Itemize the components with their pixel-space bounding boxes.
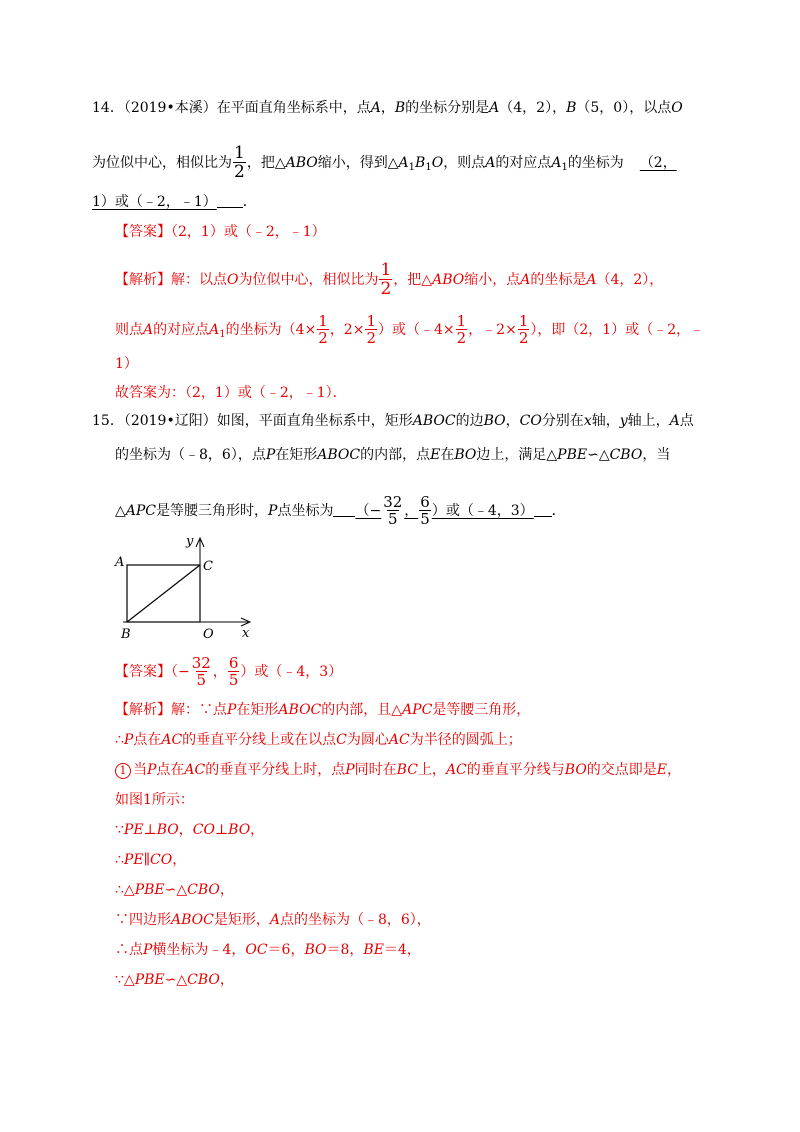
text: ，: [212, 664, 227, 680]
numerator: 6: [420, 493, 430, 511]
q14-line3: [92, 192, 257, 212]
text: ∴: [115, 852, 124, 868]
text: ，2×: [329, 322, 365, 338]
var: A: [485, 155, 496, 171]
text: 边上，满足△: [476, 447, 558, 463]
numerator: 32: [191, 654, 211, 672]
var: APC: [125, 503, 157, 519]
denominator: 2: [518, 329, 529, 347]
text: 上，: [417, 762, 446, 778]
fill-blank-answer: [355, 493, 534, 528]
text: 的垂直平分线上或在以点: [182, 732, 337, 748]
var: P: [123, 732, 134, 748]
var: P: [147, 762, 157, 778]
text: ∽△: [587, 447, 610, 463]
var: A: [143, 322, 154, 338]
text: 在: [440, 447, 455, 463]
text: 轴，: [591, 413, 620, 429]
text: ，把△: [246, 155, 286, 171]
var: O: [227, 272, 239, 288]
text: ．: [551, 503, 566, 519]
q15-solution-line6: [115, 850, 186, 870]
fraction: [191, 656, 212, 688]
q15-solution-line3: [115, 760, 681, 780]
label-A: A: [115, 555, 125, 570]
var: A: [551, 155, 562, 171]
var: P: [265, 447, 276, 463]
var: ABOC: [278, 702, 322, 718]
q15-solution-line5: [115, 820, 264, 840]
question-number: 15．: [92, 413, 124, 429]
text: ）或（﹣4，3）: [240, 664, 343, 680]
var: A: [520, 272, 531, 288]
var: P: [345, 762, 355, 778]
text: 解：∵点: [171, 702, 227, 718]
var: P: [227, 702, 237, 718]
numerator: 1: [366, 312, 376, 330]
text: 解：以点: [171, 272, 227, 288]
q15-line3: [115, 495, 566, 527]
text: 为位似中心，相似比为: [238, 272, 379, 288]
numerator: 1: [456, 312, 467, 330]
text: 点的坐标为（﹣8，6），: [279, 912, 431, 928]
text: 的垂直平分线与: [466, 762, 565, 778]
q15-solution-line10: [115, 970, 234, 990]
var: BO: [228, 822, 251, 838]
numerator: 32: [383, 493, 403, 511]
text: ，: [505, 413, 520, 429]
label-B: B: [121, 627, 131, 642]
text: 的交点即是: [586, 762, 657, 778]
q15-answer: [115, 656, 342, 688]
text: ∴△: [115, 882, 135, 898]
text: ，则点: [443, 155, 486, 171]
fraction: [419, 495, 431, 527]
text: 的坐标分别是: [405, 100, 490, 116]
var: PBE: [134, 882, 165, 898]
q14-analysis-line3: [115, 354, 138, 374]
text: （−: [171, 664, 190, 680]
denominator: 2: [366, 329, 376, 347]
var: APC: [402, 702, 433, 718]
fraction: [456, 314, 468, 346]
var: BO: [156, 822, 179, 838]
text: ，: [172, 852, 187, 868]
text: 的对应点: [153, 322, 210, 338]
var: A: [370, 100, 381, 116]
text: ，: [219, 972, 234, 988]
var: AC: [388, 732, 410, 748]
subscript: 1: [425, 162, 432, 173]
numerator: 1: [380, 260, 392, 280]
text: ，: [250, 822, 265, 838]
var: AC: [161, 732, 183, 748]
circled-number: 1: [115, 763, 131, 779]
text: ，: [219, 882, 234, 898]
denominator: 2: [456, 329, 467, 347]
q15-solution-line1: [115, 700, 530, 720]
text: ∽△: [164, 882, 188, 898]
q15-solution-line9: [115, 940, 421, 960]
analysis-label: 【解析】: [115, 702, 171, 718]
text: 横坐标为﹣4，: [152, 942, 246, 958]
var: CO: [192, 822, 215, 838]
text: 为圆心: [346, 732, 389, 748]
var: E: [430, 447, 441, 463]
text: 是等腰三角形，: [432, 702, 531, 718]
text: ），即（2，1）或（﹣2，﹣: [530, 322, 705, 338]
fraction: [382, 495, 403, 527]
text: ．: [242, 194, 257, 210]
text: ∴点: [115, 942, 143, 958]
text: ，: [380, 100, 395, 116]
text: ∵△: [115, 972, 135, 988]
var: BE: [363, 942, 384, 958]
denominator: 2: [380, 279, 392, 299]
text: ，把△: [393, 272, 433, 288]
text: 轴上，: [627, 413, 670, 429]
var: BO: [564, 762, 587, 778]
text: ，当: [642, 447, 671, 463]
var: E: [656, 762, 668, 778]
fraction: [379, 262, 392, 298]
text: ，: [404, 503, 419, 519]
text: ，﹣2×: [468, 322, 517, 338]
text: 当: [133, 762, 147, 778]
underline-blank: [534, 515, 552, 517]
var: BO: [454, 447, 477, 463]
subscript: 1: [219, 329, 226, 340]
var: B: [415, 155, 426, 171]
text: 如图，平面直角坐标系中，矩形: [216, 413, 413, 429]
text: ＝8，: [326, 942, 364, 958]
text: ∽△: [164, 972, 188, 988]
question-source: （2019•本溪）: [123, 100, 217, 116]
text: ⊥: [214, 822, 229, 838]
text: 的坐标是: [530, 272, 587, 288]
text: ）或（﹣4，3）: [431, 503, 534, 519]
text: 在平面直角坐标系中，点: [216, 100, 371, 116]
denominator: 5: [387, 510, 398, 528]
text: （4，2），: [596, 272, 664, 288]
text: 的坐标为（﹣8，6），点: [115, 447, 266, 463]
text: ⊥: [143, 822, 157, 838]
text: ，: [667, 762, 682, 778]
var: PE: [123, 852, 144, 868]
var: A: [586, 272, 597, 288]
var: CO: [519, 413, 542, 429]
text: 分别在: [541, 413, 584, 429]
var: AC: [445, 762, 467, 778]
text: 在矩形: [236, 702, 279, 718]
text: 点在: [133, 732, 162, 748]
label-x: x: [242, 626, 250, 641]
fraction: [317, 314, 329, 346]
text: （4，2），: [499, 100, 567, 116]
answer-label: 【答案】: [115, 224, 171, 240]
denominator: 2: [318, 329, 328, 347]
text: ∵: [115, 822, 124, 838]
var: O: [671, 100, 683, 116]
text: 是等腰三角形时，: [156, 503, 269, 519]
text: ∥: [143, 852, 151, 868]
q14-analysis-line1: [115, 262, 663, 298]
denominator: 5: [228, 671, 239, 689]
answer-text: （2，1）或（﹣2，﹣1）: [171, 224, 326, 240]
text: 的坐标为: [567, 155, 624, 171]
var: ABOC: [412, 413, 456, 429]
label-C: C: [203, 559, 213, 574]
text: 的边: [455, 413, 484, 429]
fraction: [365, 314, 377, 346]
fraction: [233, 145, 246, 181]
var: CBO: [609, 447, 643, 463]
text: 点: [679, 413, 694, 429]
text: 是矩形，: [213, 912, 270, 928]
label-y: y: [186, 534, 194, 549]
text: 的坐标为（4×: [225, 322, 317, 338]
var: C: [336, 732, 347, 748]
text: 的内部，点: [360, 447, 431, 463]
text: 在矩形: [275, 447, 318, 463]
q15-solution-line8: [115, 910, 431, 930]
text: ）或（﹣4×: [378, 322, 455, 338]
fill-blank-answer: （2，: [639, 155, 677, 171]
denominator: 5: [420, 510, 430, 528]
var: PBE: [557, 447, 588, 463]
var: B: [394, 100, 406, 116]
q14-answer: [115, 222, 326, 242]
var: PE: [123, 822, 144, 838]
label-O: O: [203, 627, 214, 642]
underline-blank: [333, 515, 355, 517]
text: （5，0），以点: [576, 100, 672, 116]
var: A: [209, 322, 220, 338]
var: A: [398, 155, 409, 171]
q15-solution-line4: [115, 790, 194, 810]
text: 的垂直平分线上时，点: [205, 762, 346, 778]
conclusion-text: 故答案为：（2，1）或（﹣2，﹣1）．: [115, 385, 347, 401]
text: 为半径的圆弧上；: [409, 732, 522, 748]
var: x: [583, 413, 592, 429]
numerator: 1: [518, 312, 529, 330]
var: ABO: [285, 155, 318, 171]
q14-conclusion: [115, 383, 347, 403]
q15-solution-line2: [115, 730, 522, 750]
analysis-label: 【解析】: [115, 272, 171, 288]
text: ＝6，: [267, 942, 305, 958]
question-source: （2019•辽阳）: [123, 413, 217, 429]
var: P: [143, 942, 153, 958]
question-number: 14．: [92, 100, 124, 116]
q14-line2: [92, 145, 681, 181]
var: BC: [396, 762, 418, 778]
numerator: 1: [234, 143, 245, 163]
fraction: [228, 656, 240, 688]
text: 1）: [115, 356, 138, 372]
q15-line2: [115, 445, 670, 465]
text: 缩小，得到△: [317, 155, 399, 171]
var: B: [566, 100, 577, 116]
text: （−: [355, 503, 382, 519]
underline-blank: [217, 206, 243, 208]
var: OC: [245, 942, 268, 958]
fill-blank-answer: 1）或（﹣2，﹣1）: [92, 194, 217, 210]
var: CO: [150, 852, 173, 868]
fraction: [518, 314, 530, 346]
q14-analysis-line2: [115, 314, 704, 346]
var: y: [619, 413, 628, 429]
var: O: [431, 155, 444, 171]
q15-line1: [92, 411, 694, 431]
diagonal-BC: [127, 565, 200, 622]
text: 点在: [156, 762, 185, 778]
answer-label: 【答案】: [115, 664, 171, 680]
var: AC: [184, 762, 206, 778]
var: A: [669, 413, 680, 429]
var: P: [268, 503, 278, 519]
text: 缩小，点: [464, 272, 521, 288]
var: ABO: [432, 272, 465, 288]
var: BO: [304, 942, 327, 958]
text: 点坐标为: [277, 503, 334, 519]
var: BO: [483, 413, 506, 429]
denominator: 2: [234, 162, 245, 182]
q15-solution-line7: [115, 880, 234, 900]
var: ABOC: [317, 447, 361, 463]
q14-line1: [92, 98, 683, 118]
var: CBO: [187, 972, 220, 988]
text: 的内部，且△: [321, 702, 403, 718]
var: CBO: [187, 882, 220, 898]
var: A: [269, 912, 280, 928]
var: PBE: [134, 972, 165, 988]
subscript: 1: [408, 162, 416, 173]
text: ，: [178, 822, 193, 838]
text: 为位似中心，相似比为: [92, 155, 232, 171]
text: 如图1所示：: [115, 792, 194, 808]
text: ＝4，: [383, 942, 421, 958]
subscript: 1: [561, 162, 568, 173]
text: 则点: [115, 322, 143, 338]
numerator: 1: [318, 312, 328, 330]
denominator: 5: [196, 671, 207, 689]
numerator: 6: [228, 654, 239, 672]
rectangle-figure: [108, 530, 258, 642]
var: ABOC: [171, 912, 214, 928]
text: 的对应点: [495, 155, 552, 171]
var: A: [489, 100, 500, 116]
text: ∵四边形: [115, 912, 171, 928]
text: 同时在: [354, 762, 397, 778]
text: ∴: [115, 732, 124, 748]
text: △: [115, 503, 126, 519]
